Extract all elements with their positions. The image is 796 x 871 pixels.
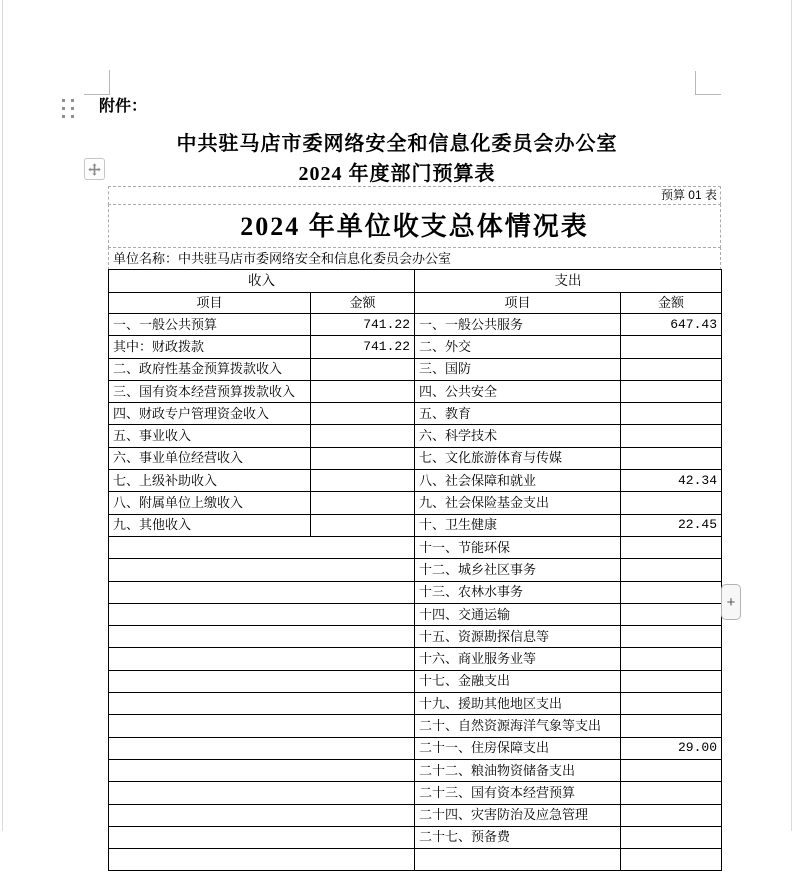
expense-item-cell: 二十、自然资源海洋气象等支出 [415,715,621,737]
table-row [109,470,722,492]
expense-item-cell: 十六、商业服务业等 [415,648,621,670]
expense-amount-cell [621,648,722,670]
table-row [109,425,722,447]
unit-name-row [108,247,721,270]
expense-item-cell: 十九、援助其他地区支出 [415,693,621,715]
move-arrows-icon [88,163,101,176]
income-merged-empty-cell [109,559,415,581]
income-merged-empty-cell [109,626,415,648]
table-row [109,826,722,848]
income-item-header: 项目 [109,293,311,314]
expense-amount-cell [621,782,722,804]
table-row [109,759,722,781]
income-item-cell: 四、财政专户管理资金收入 [109,403,311,425]
document-title-line1: 中共驻马店市委网络安全和信息化委员会办公室 [176,133,618,155]
income-item-cell: 三、国有资本经营预算拨款收入 [109,380,311,402]
page-left-boundary [2,0,3,831]
income-merged-empty-cell [109,670,415,692]
table-row [109,336,722,358]
expense-amount-cell [621,759,722,781]
expense-item-cell: 一、一般公共服务 [415,314,621,336]
text-boundary-corner-top-right [695,71,696,95]
income-section-header: 收入 [109,270,415,293]
income-amount-cell [311,403,415,425]
text-boundary-corner-top-right [695,94,721,95]
budget-sheet-ref: 预算 01 表 [108,186,721,205]
expense-amount-cell [621,626,722,648]
income-item-cell: 八、附属单位上缴收入 [109,492,311,514]
table-row [109,536,722,558]
document-title-line2: 2024 年度部门预算表 [298,163,496,185]
expense-item-cell: 十七、金融支出 [415,670,621,692]
expense-item-cell: 十、卫生健康 [415,514,621,536]
income-amount-cell [311,380,415,402]
expense-item-cell: 三、国防 [415,358,621,380]
table-row [109,403,722,425]
income-amount-cell [311,470,415,492]
expense-item-cell: 二十一、住房保障支出 [415,737,621,759]
income-amount-cell: 741.22 [311,336,415,358]
income-merged-empty-cell [109,826,415,848]
expense-amount-cell [621,693,722,715]
income-item-cell: 二、政府性基金预算拨款收入 [109,358,311,380]
expense-amount-cell: 22.45 [621,514,722,536]
table-row [109,559,722,581]
expense-amount-cell [621,603,722,625]
income-amount-cell [311,425,415,447]
table-row [109,514,722,536]
expense-item-cell: 十一、节能环保 [415,536,621,558]
table-row [109,715,722,737]
income-merged-empty-cell [109,804,415,826]
table-section-header-row [109,270,722,293]
expense-item-header: 项目 [415,293,621,314]
income-amount-cell [311,492,415,514]
income-amount-cell [311,514,415,536]
expense-item-cell: 七、文化旅游体育与传媒 [415,447,621,469]
income-merged-empty-cell [109,737,415,759]
table-row [109,670,722,692]
expense-amount-cell [621,403,722,425]
table-row-partial [109,849,722,871]
expense-item-cell: 二十二、粮油物资储备支出 [415,759,621,781]
expense-amount-cell [621,380,722,402]
table-row [109,447,722,469]
income-amount-cell [311,447,415,469]
expense-amount-cell [621,804,722,826]
income-merged-empty-cell [109,849,415,871]
expense-amount-cell [621,670,722,692]
expense-item-cell: 十二、城乡社区事务 [415,559,621,581]
table-column-header-row [109,293,722,314]
attachment-label: 附件： [99,98,148,115]
expense-item-cell: 二十三、国有资本经营预算 [415,782,621,804]
sheet-title: 2024 年单位收支总体情况表 [108,204,721,248]
expense-item-cell: 二十四、灾害防治及应急管理 [415,804,621,826]
expense-amount-header: 金额 [621,293,722,314]
income-merged-empty-cell [109,782,415,804]
table-insert-plus-button[interactable] [721,584,741,620]
income-item-cell: 七、上级补助收入 [109,470,311,492]
table-row [109,693,722,715]
expense-item-cell: 二、外交 [415,336,621,358]
expense-amount-cell: 29.00 [621,737,722,759]
table-row [109,492,722,514]
table-row [109,626,722,648]
expense-amount-cell [621,358,722,380]
expense-item-cell: 九、社会保险基金支出 [415,492,621,514]
expense-item-cell: 二十七、预备费 [415,826,621,848]
table-row [109,737,722,759]
income-merged-empty-cell [109,536,415,558]
income-merged-empty-cell [109,715,415,737]
table-row [109,581,722,603]
income-item-cell: 一、一般公共预算 [109,314,311,336]
table-row [109,603,722,625]
table-move-anchor[interactable] [84,158,105,180]
income-item-cell: 九、其他收入 [109,514,311,536]
expense-amount-cell: 647.43 [621,314,722,336]
expense-item-cell: 六、科学技术 [415,425,621,447]
income-item-cell: 其中：财政拨款 [109,336,311,358]
unit-name-value: 中共驻马店市委网络安全和信息化委员会办公室 [178,251,452,266]
income-merged-empty-cell [109,648,415,670]
budget-table-block [108,186,721,871]
expense-amount-cell [621,536,722,558]
table-row [109,782,722,804]
expense-amount-cell [621,425,722,447]
income-item-cell: 五、事业收入 [109,425,311,447]
expense-item-cell: 十三、农林水事务 [415,581,621,603]
table-row [109,648,722,670]
income-amount-header: 金额 [311,293,415,314]
expense-amount-cell [621,492,722,514]
table-row [109,314,722,336]
expense-amount-cell [621,715,722,737]
page-right-boundary [791,0,792,831]
income-merged-empty-cell [109,581,415,603]
expense-item-cell: 五、教育 [415,403,621,425]
income-merged-empty-cell [109,603,415,625]
unit-name-label: 单位名称： [113,251,179,266]
expense-amount-cell [621,849,722,871]
income-amount-cell: 741.22 [311,314,415,336]
expense-amount-cell [621,447,722,469]
table-row [109,380,722,402]
expense-item-cell: 八、社会保障和就业 [415,470,621,492]
income-merged-empty-cell [109,693,415,715]
income-amount-cell [311,358,415,380]
revenue-expenditure-table [108,269,722,871]
expense-item-cell [415,849,621,871]
income-merged-empty-cell [109,759,415,781]
text-boundary-corner-top-left [109,70,110,95]
expense-amount-cell [621,826,722,848]
expense-amount-cell [621,336,722,358]
expense-amount-cell: 42.34 [621,470,722,492]
expense-section-header: 支出 [415,270,722,293]
paragraph-drag-handle-icon[interactable] [62,99,75,119]
expense-amount-cell [621,559,722,581]
plus-icon: + [726,593,736,611]
expense-item-cell: 四、公共安全 [415,380,621,402]
table-row [109,358,722,380]
income-item-cell: 六、事业单位经营收入 [109,447,311,469]
expense-amount-cell [621,581,722,603]
expense-item-cell: 十四、交通运输 [415,603,621,625]
expense-item-cell: 十五、资源勘探信息等 [415,626,621,648]
table-row [109,804,722,826]
